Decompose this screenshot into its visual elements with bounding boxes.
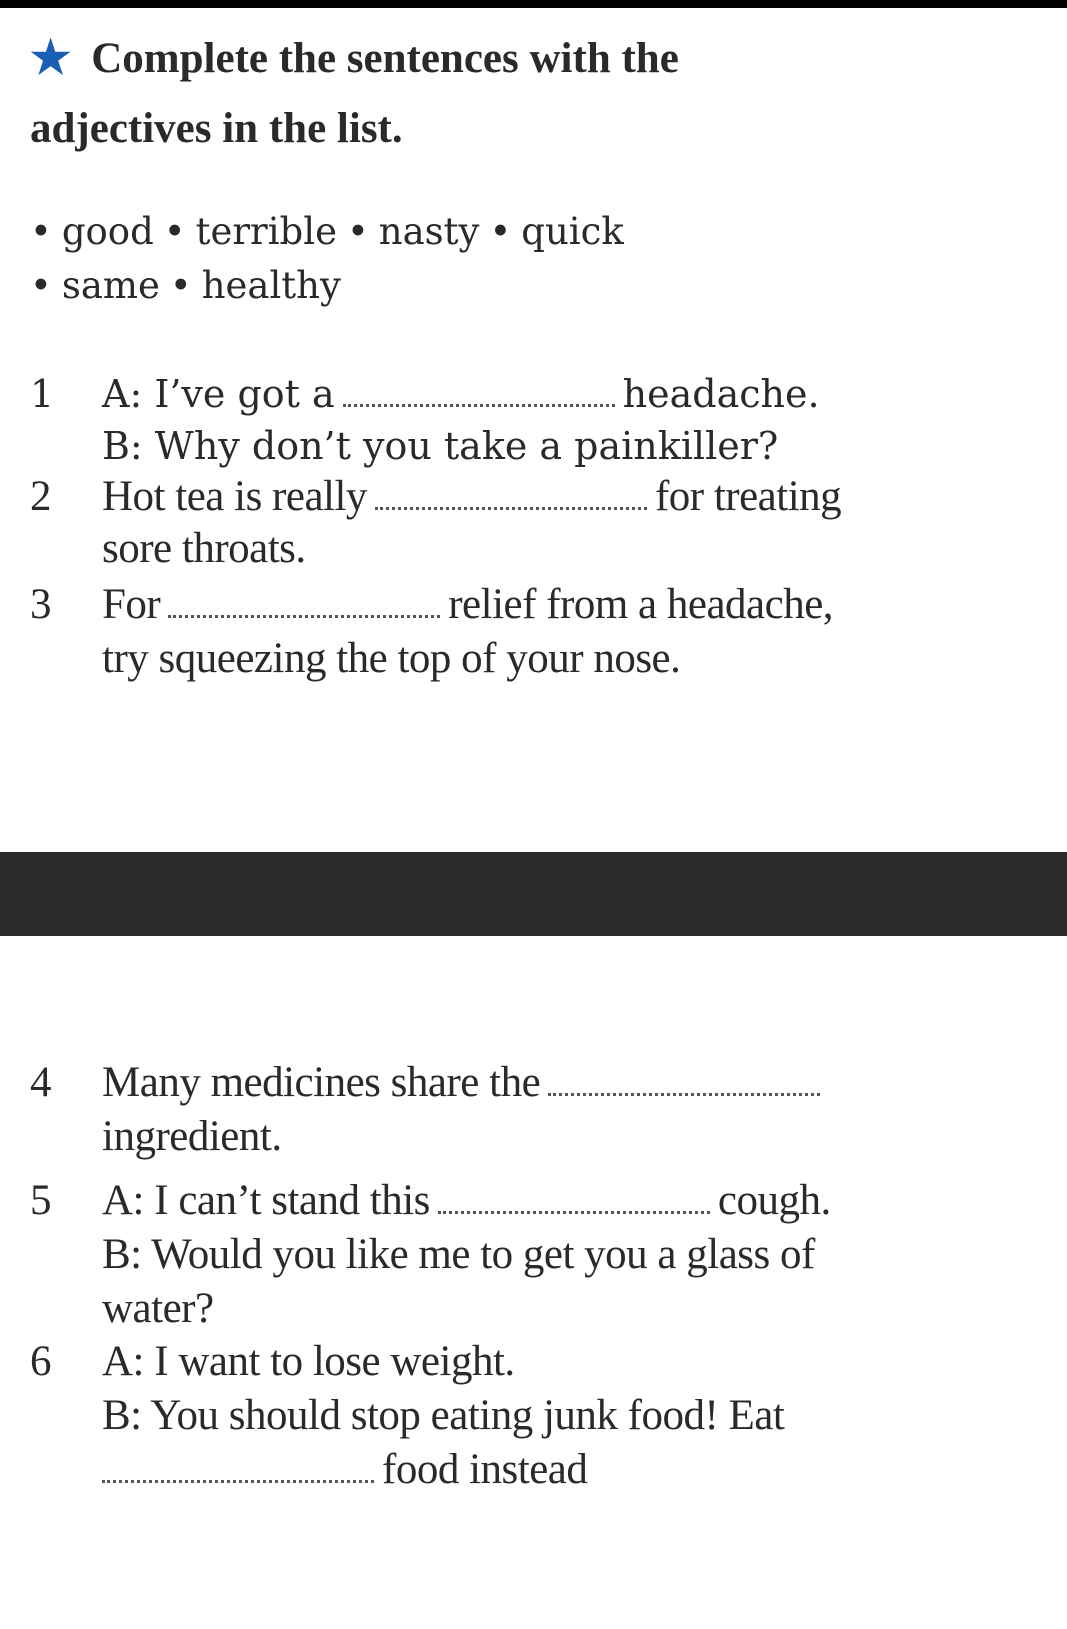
dark-separator-band xyxy=(0,852,1067,936)
answer-blank[interactable] xyxy=(343,374,615,407)
bullet-icon: • xyxy=(30,264,52,307)
word-same: same xyxy=(61,264,160,307)
exercise-instructions xyxy=(30,22,1030,164)
word-nasty: nasty xyxy=(378,210,480,253)
item-number: 6 xyxy=(30,1338,51,1385)
answer-blank[interactable] xyxy=(168,585,440,618)
bullet-icon: • xyxy=(169,264,192,307)
word-list-row-1 xyxy=(30,205,624,259)
item-line: ingredient. xyxy=(102,1113,282,1160)
item-line: B: Why don’t you take a painkiller? xyxy=(102,424,779,468)
answer-blank[interactable] xyxy=(102,1450,374,1483)
bullet-icon: • xyxy=(346,210,369,253)
item-line: A: I want to lose weight. xyxy=(102,1338,515,1385)
bullet-icon: • xyxy=(163,210,186,253)
answer-blank[interactable] xyxy=(438,1181,710,1214)
item-line: food instead xyxy=(102,1445,587,1494)
item-number: 2 xyxy=(30,473,51,520)
answer-blank[interactable] xyxy=(548,1063,820,1096)
instructions-line-1: ★ Complete the sentences with the xyxy=(30,32,679,83)
item-line: A: I can’t stand this cough. xyxy=(102,1177,831,1224)
item-line: sore throats. xyxy=(102,525,306,572)
item-line: B: You should stop eating junk food! Eat xyxy=(102,1392,785,1439)
word-list xyxy=(30,205,624,313)
item-line: Many medicines share the xyxy=(102,1058,828,1107)
item-number: 5 xyxy=(30,1177,51,1224)
item-line: For relief from a headache, xyxy=(102,581,834,628)
bullet-icon: • xyxy=(489,210,512,253)
item-line: Hot tea is really for treating xyxy=(102,473,842,520)
bullet-icon: • xyxy=(30,210,52,253)
top-border xyxy=(0,0,1067,8)
star-icon: ★ xyxy=(30,32,72,83)
word-terrible: terrible xyxy=(195,210,337,253)
item-number: 3 xyxy=(30,581,51,628)
item-number: 1 xyxy=(30,372,55,416)
item-line: water? xyxy=(102,1285,214,1332)
word-healthy: healthy xyxy=(201,264,341,307)
answer-blank[interactable] xyxy=(375,477,647,510)
word-list-row-2 xyxy=(30,259,624,313)
word-quick: quick xyxy=(521,210,624,253)
instructions-line-2: adjectives in the list. xyxy=(30,105,403,152)
item-line: try squeezing the top of your nose. xyxy=(102,635,681,682)
word-good: good xyxy=(61,210,154,253)
item-number: 4 xyxy=(30,1059,51,1106)
item-line: A: I’ve got a headache. xyxy=(102,372,820,416)
item-line: B: Would you like me to get you a glass of xyxy=(102,1231,815,1278)
